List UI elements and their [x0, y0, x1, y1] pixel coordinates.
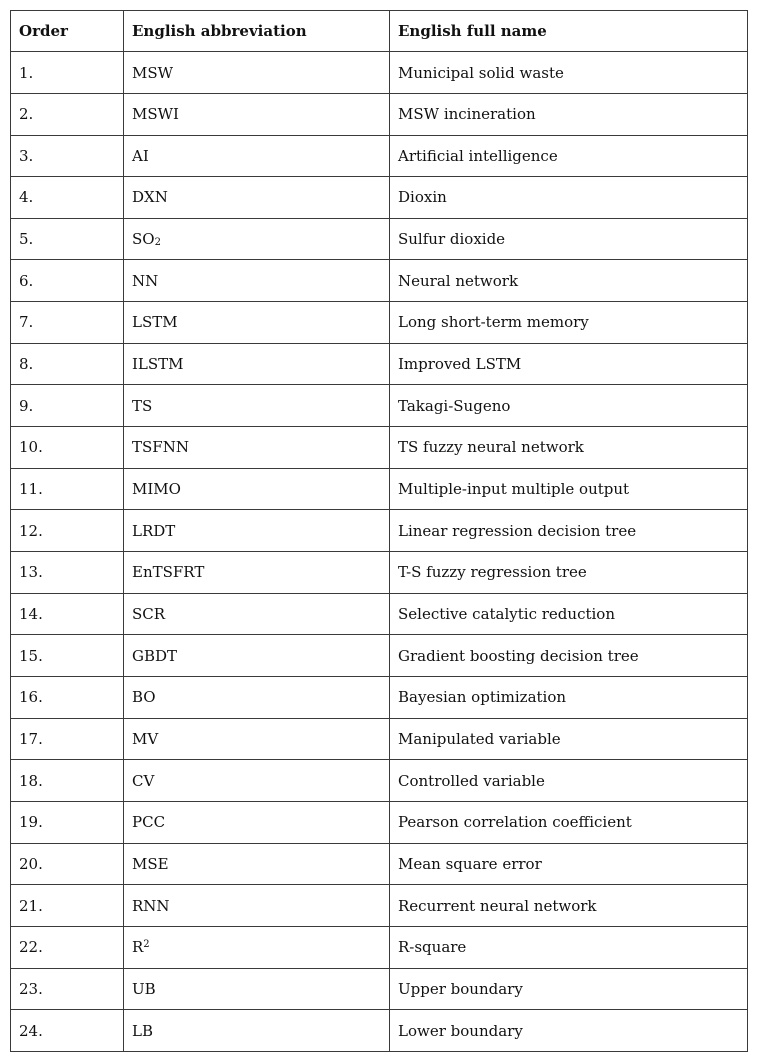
order-cell: 7. — [11, 302, 124, 344]
order-cell: 12. — [11, 510, 124, 552]
abbreviation-text: TS — [132, 396, 153, 415]
abbreviation-text: BO — [132, 688, 156, 707]
abbreviation-text: RNN — [132, 896, 170, 915]
header-full-name: English full name — [390, 11, 748, 52]
order-cell: 23. — [11, 968, 124, 1010]
table-row — [11, 468, 748, 510]
abbreviation-cell — [124, 510, 390, 552]
full-name-cell: Controlled variable — [390, 760, 748, 802]
full-name-cell: Takagi-Sugeno — [390, 385, 748, 427]
order-cell: 16. — [11, 677, 124, 719]
order-cell: 14. — [11, 593, 124, 635]
abbreviation-text: MV — [132, 730, 159, 749]
order-cell: 6. — [11, 260, 124, 302]
order-cell: 10. — [11, 427, 124, 469]
table-row — [11, 302, 748, 344]
abbreviation-text: EnTSFRT — [132, 563, 205, 582]
abbreviation-cell — [124, 802, 390, 844]
table-row — [11, 135, 748, 177]
table-row — [11, 760, 748, 802]
abbreviation-cell — [124, 260, 390, 302]
abbreviation-cell — [124, 552, 390, 594]
table-row — [11, 635, 748, 677]
order-cell: 4. — [11, 177, 124, 219]
order-cell: 1. — [11, 52, 124, 94]
table-row — [11, 926, 748, 968]
full-name-cell: T-S fuzzy regression tree — [390, 552, 748, 594]
abbreviation-cell — [124, 926, 390, 968]
order-cell: 18. — [11, 760, 124, 802]
table-row — [11, 52, 748, 94]
abbreviation-cell — [124, 177, 390, 219]
order-cell: 20. — [11, 843, 124, 885]
abbreviation-cell — [124, 843, 390, 885]
table-row — [11, 1010, 748, 1052]
full-name-cell: Improved LSTM — [390, 343, 748, 385]
full-name-cell: MSW incineration — [390, 93, 748, 135]
table-row — [11, 968, 748, 1010]
abbreviation-cell — [124, 885, 390, 927]
order-cell: 19. — [11, 802, 124, 844]
table-row — [11, 843, 748, 885]
abbreviation-superscript: 2 — [143, 939, 150, 951]
full-name-cell: Sulfur dioxide — [390, 218, 748, 260]
abbreviation-cell — [124, 52, 390, 94]
full-name-cell: TS fuzzy neural network — [390, 427, 748, 469]
order-cell: 22. — [11, 926, 124, 968]
order-cell: 11. — [11, 468, 124, 510]
table-row — [11, 218, 748, 260]
full-name-cell: Gradient boosting decision tree — [390, 635, 748, 677]
table-row — [11, 385, 748, 427]
abbreviation-text: LSTM — [132, 313, 178, 332]
table-row — [11, 177, 748, 219]
full-name-cell: Recurrent neural network — [390, 885, 748, 927]
abbreviation-text: R — [132, 938, 144, 957]
full-name-cell: Bayesian optimization — [390, 677, 748, 719]
full-name-cell: Upper boundary — [390, 968, 748, 1010]
abbreviation-table — [10, 10, 748, 1052]
full-name-cell: Selective catalytic reduction — [390, 593, 748, 635]
table-row — [11, 260, 748, 302]
abbreviation-text: NN — [132, 271, 159, 290]
table-row — [11, 552, 748, 594]
abbreviation-cell — [124, 385, 390, 427]
full-name-cell: Multiple-input multiple output — [390, 468, 748, 510]
abbreviation-text: TSFNN — [132, 438, 189, 457]
abbreviation-cell — [124, 218, 390, 260]
abbreviation-text: LRDT — [132, 521, 176, 540]
abbreviation-cell — [124, 968, 390, 1010]
full-name-cell: Long short-term memory — [390, 302, 748, 344]
abbreviation-text: DXN — [132, 188, 168, 207]
abbreviation-text: SO — [132, 230, 155, 249]
full-name-cell: Pearson correlation coefficient — [390, 802, 748, 844]
table-row — [11, 593, 748, 635]
abbreviation-cell — [124, 593, 390, 635]
abbreviation-cell — [124, 427, 390, 469]
abbreviation-text: MSWI — [132, 105, 179, 124]
order-cell: 13. — [11, 552, 124, 594]
order-cell: 2. — [11, 93, 124, 135]
abbreviation-cell — [124, 1010, 390, 1052]
abbreviation-text: CV — [132, 771, 155, 790]
abbreviation-cell — [124, 468, 390, 510]
table-row — [11, 93, 748, 135]
table-row — [11, 802, 748, 844]
order-cell: 9. — [11, 385, 124, 427]
full-name-cell: Municipal solid waste — [390, 52, 748, 94]
abbreviation-cell — [124, 135, 390, 177]
abbreviation-cell — [124, 343, 390, 385]
table-row — [11, 510, 748, 552]
abbreviation-cell — [124, 93, 390, 135]
order-cell: 5. — [11, 218, 124, 260]
full-name-cell: Artificial intelligence — [390, 135, 748, 177]
full-name-cell: Manipulated variable — [390, 718, 748, 760]
abbreviation-text: MSE — [132, 854, 169, 873]
abbreviation-cell — [124, 760, 390, 802]
abbreviation-text: UB — [132, 979, 156, 998]
order-cell: 3. — [11, 135, 124, 177]
table-row — [11, 885, 748, 927]
table-row — [11, 677, 748, 719]
header-order: Order — [11, 11, 124, 52]
abbreviation-text: AI — [132, 146, 149, 165]
abbreviation-cell — [124, 635, 390, 677]
order-cell: 8. — [11, 343, 124, 385]
abbreviation-text: MIMO — [132, 480, 181, 499]
table-row — [11, 718, 748, 760]
order-cell: 17. — [11, 718, 124, 760]
header-abbreviation: English abbreviation — [124, 11, 390, 52]
abbreviation-text: SCR — [132, 605, 166, 624]
abbreviation-cell — [124, 718, 390, 760]
order-cell: 24. — [11, 1010, 124, 1052]
abbreviation-text: GBDT — [132, 646, 178, 665]
order-cell: 21. — [11, 885, 124, 927]
full-name-cell: Lower boundary — [390, 1010, 748, 1052]
table-row — [11, 343, 748, 385]
full-name-cell: Linear regression decision tree — [390, 510, 748, 552]
full-name-cell: Dioxin — [390, 177, 748, 219]
order-cell: 15. — [11, 635, 124, 677]
header-row — [11, 11, 748, 52]
abbreviation-subscript: 2 — [154, 237, 161, 249]
abbreviation-cell — [124, 302, 390, 344]
abbreviation-text: MSW — [132, 63, 174, 82]
abbreviation-text: ILSTM — [132, 355, 184, 374]
full-name-cell: Neural network — [390, 260, 748, 302]
full-name-cell: R-square — [390, 926, 748, 968]
table-row — [11, 427, 748, 469]
abbreviation-cell — [124, 677, 390, 719]
abbreviation-text: LB — [132, 1021, 153, 1040]
full-name-cell: Mean square error — [390, 843, 748, 885]
abbreviation-text: PCC — [132, 813, 166, 832]
